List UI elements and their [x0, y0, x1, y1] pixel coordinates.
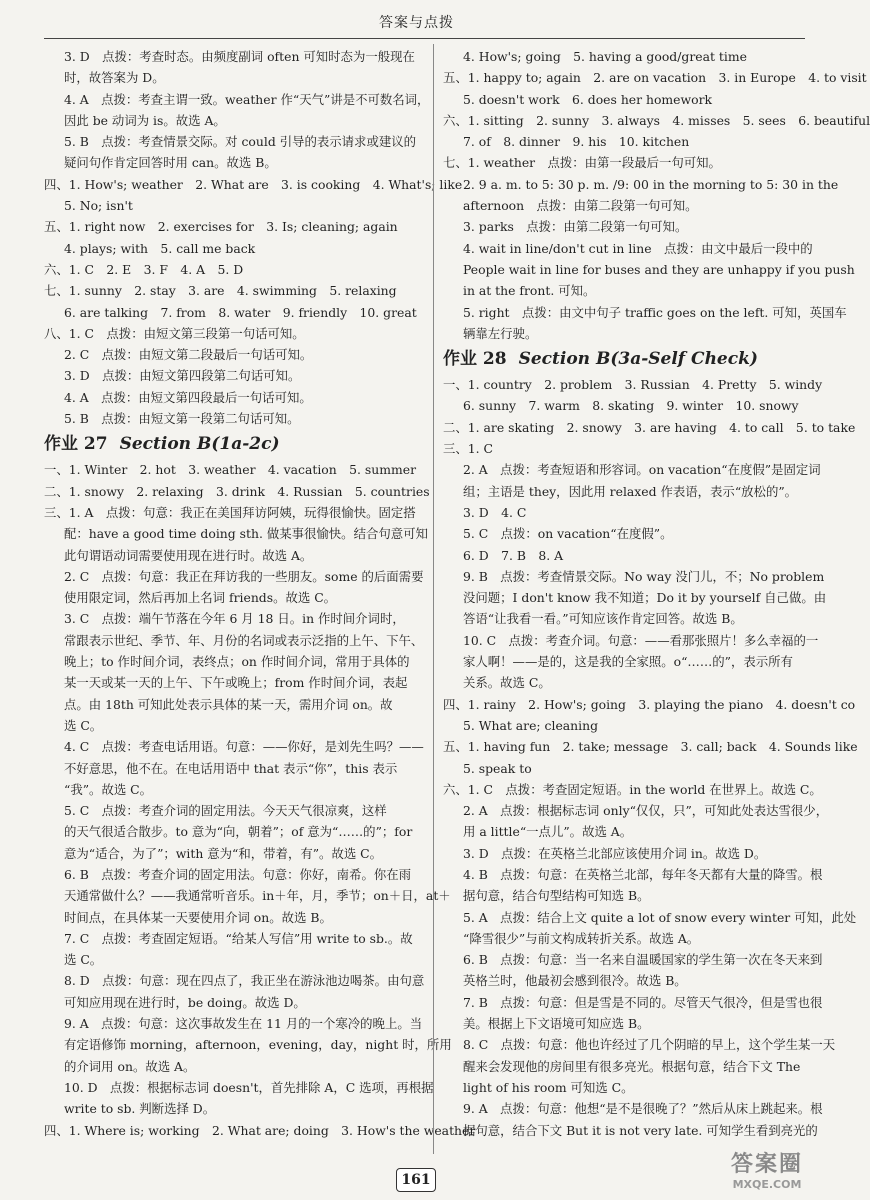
- answer-line: 4. A 点拨：考查主谓一致。weather 作“天气”讲是不可数名词，: [64, 91, 430, 107]
- section-heading-title: Section B(3a-Self Check): [518, 349, 758, 370]
- answer-line: 六、1. sitting 2. sunny 3. always 4. misses 5. sees 6. beautiful: [443, 112, 870, 128]
- answer-item: [443, 502, 831, 523]
- header-rule: [44, 38, 805, 39]
- answer-line: 五、1. right now 2. exercises for 3. Is; cleaning; again: [44, 219, 398, 235]
- answer-item: [44, 608, 426, 736]
- answer-line: 醒来会发现他的房间里有很多亮光。根据句意，结合下文 The: [463, 1058, 801, 1074]
- answer-line: 此句谓语动词需要使用现在进行时。故选 A。: [64, 547, 313, 563]
- answer-line: 2. C 点拨：句意：我正在拜访我的一些朋友。some 的后面需要: [64, 568, 424, 584]
- answer-line: in at the front. 可知。: [463, 283, 596, 299]
- answer-line: 二、1. snowy 2. relaxing 3. drink 4. Russian 5. countries: [44, 483, 430, 499]
- watermark-logo: [707, 1152, 827, 1196]
- answer-line: afternoon 点拨：由第二段第一句可知。: [463, 198, 698, 214]
- answer-line: 5. B 点拨：由短文第一段第二句话可知。: [64, 411, 300, 427]
- answer-line: 美。根据上下文语境可知应选 B。: [463, 1016, 650, 1032]
- answer-section: [44, 216, 426, 259]
- answer-line: 6. B 点拨：考查介词的固定用法。句意：你好，南希。你在雨: [64, 866, 412, 882]
- watermark-line1: 答案圈: [730, 1152, 803, 1177]
- answer-item: [44, 736, 426, 800]
- answer-line: 配：have a good time doing sth. 做某事很愉快。结合句意可知: [64, 526, 428, 542]
- answer-item: [443, 459, 831, 502]
- answer-item: [44, 344, 426, 365]
- answer-line: 可知应用现在进行时，be doing。故选 D。: [64, 994, 306, 1010]
- section-heading-title: Section B(1a-2c): [119, 434, 280, 455]
- answer-section: [443, 110, 870, 153]
- answer-item: [443, 907, 857, 950]
- answer-line: 6. are talking 7. from 8. water 9. friendly 10. great: [64, 304, 417, 320]
- answer-item: [44, 1077, 434, 1120]
- answer-line: 2. A 点拨：根据标志词 only“仅仅，只”，可知此处表达雪很少，: [463, 803, 829, 819]
- answer-line: “我”。故选 C。: [64, 781, 153, 797]
- answer-line: 4. wait in line/don't cut in line 点拨：由文中最后一段中的: [463, 240, 813, 256]
- answer-line: 七、1. sunny 2. stay 3. are 4. swimming 5. relaxing: [44, 283, 397, 299]
- answer-line: People wait in line for buses and they are unhappy if you push: [463, 261, 855, 277]
- answer-item: [44, 864, 451, 928]
- answer-line: 的介词用 on。故选 A。: [64, 1058, 196, 1074]
- answer-line: 3. parks 点拨：由第二段第一句可知。: [463, 219, 688, 235]
- answer-line: 选 C。: [64, 952, 103, 968]
- answer-line: 4. B 点拨：句意：在英格兰北部，每年冬天都有大量的降雪。根: [463, 866, 823, 882]
- answer-line: 常跟表示世纪、季节、年、月份的名词或表示泛指的上午、下午、: [64, 632, 424, 648]
- answer-section: [443, 67, 867, 110]
- answer-section: [44, 323, 426, 344]
- answer-line: 选 C。: [64, 717, 103, 733]
- answer-item: [443, 843, 831, 864]
- column-divider: [433, 44, 434, 1154]
- answer-line: “降雪很少”与前文构成转折关系。故选 A。: [463, 930, 700, 946]
- answer-section: [44, 502, 426, 566]
- section-heading: [443, 345, 831, 373]
- answer-line: 5. A 点拨：结合上文 quite a lot of snow every winter 可知，此处: [463, 909, 857, 925]
- answer-line: light of his room 可知选 C。: [463, 1079, 634, 1095]
- answer-line: 四、1. Where is; working 2. What are; doing 3. How's the weather: [44, 1122, 476, 1138]
- answer-line: 四、1. How's; weather 2. What are 3. is cooking 4. What's; like: [44, 176, 463, 192]
- answer-item: [44, 1013, 452, 1077]
- answer-item: [44, 566, 426, 609]
- answer-line: 2. C 点拨：由短文第二段最后一句话可知。: [64, 347, 313, 363]
- answer-line: 不好意思，他不在。在电话用语中 that 表示“你”，this 表示: [64, 760, 398, 776]
- answer-line: 点。由 18th 可知此处表示具体的某一天，需用介词 on。故: [64, 696, 393, 712]
- answer-line: 答语“让我看一看。”可知应该作肯定回答。故选 B。: [463, 611, 743, 627]
- answer-line: 六、1. C 2. E 3. F 4. A 5. D: [44, 261, 244, 277]
- answer-line: 10. C 点拨：考查介词。句意：——看那张照片！多么幸福的一: [463, 632, 819, 648]
- answer-line: 英格兰时，他最初会感到很冷。故选 B。: [463, 973, 687, 989]
- section-heading-number: 作业 28: [443, 349, 507, 370]
- answer-line: 5. right 点拨：由文中句子 traffic goes on the left. 可知，英国车: [463, 304, 847, 320]
- answer-line: 4. plays; with 5. call me back: [64, 240, 256, 256]
- answer-section: [443, 438, 831, 459]
- answer-line: 8. D 点拨：句意：现在四点了，我正坐在游泳池边喝茶。由句意: [64, 973, 425, 989]
- answer-section: [443, 779, 831, 800]
- answer-line: 五、1. having fun 2. take; message 3. call; back 4. Sounds like: [443, 739, 858, 755]
- answer-line: 5. What are; cleaning: [463, 717, 599, 733]
- answer-line: 没问题；I don't know 我不知道；Do it by yourself 自己做。由: [463, 590, 827, 606]
- answer-line: 意为“适合，为了”；with 意为“和，带着，有”。故选 C。: [64, 845, 383, 861]
- answer-item: [44, 46, 426, 89]
- answer-line: 9. B 点拨：考查情景交际。No way 没门儿，不；No problem: [463, 568, 825, 584]
- answer-line: 5. C 点拨：on vacation“在度假”。: [463, 526, 673, 542]
- answer-section: [443, 417, 856, 438]
- answer-line: 时，故答案为 D。: [64, 70, 165, 86]
- answer-section: [443, 152, 831, 173]
- answer-line: 三、1. C: [443, 441, 494, 457]
- answer-item: [443, 949, 831, 992]
- answer-line: 4. C 点拨：考查电话用语。句意：——你好，是刘先生吗？——: [64, 739, 424, 755]
- answer-line: 据句意，结合句型结构可知选 B。: [463, 888, 650, 904]
- answer-line: 据句意，结合下文 But it is not very late. 可知学生看到亮光的: [463, 1122, 818, 1138]
- answer-line: 10. D 点拨：根据标志词 doesn't，首先排除 A，C 选项，再根据: [64, 1079, 434, 1095]
- answer-line: 五、1. happy to; again 2. are on vacation 3. in Europe 4. to visit: [443, 70, 867, 86]
- answer-line: 六、1. C 点拨：考查固定短语。in the world 在世界上。故选 C。: [443, 781, 822, 797]
- answer-section: [443, 374, 831, 417]
- answer-item: [44, 800, 426, 864]
- answer-line: 5. B 点拨：考查情景交际。对 could 引导的表示请求或建议的: [64, 134, 417, 150]
- answer-item: [44, 131, 426, 174]
- answer-line: 辆靠左行驶。: [463, 325, 538, 341]
- answer-section: [44, 481, 430, 502]
- answer-line: 天通常做什么？——我通常听音乐。in＋年，月，季节；on＋日，at＋: [64, 888, 451, 904]
- answer-section: [44, 259, 426, 280]
- answer-item: [443, 1034, 836, 1098]
- answer-line: 关系。故选 C。: [463, 675, 551, 691]
- answer-line: 3. D 点拨：由短文第四段第二句话可知。: [64, 368, 301, 384]
- answer-item: [443, 545, 831, 566]
- answer-line: 某一天或某一天的上午、下午或晚上；from 作时间介词，表起: [64, 675, 408, 691]
- page-header: [0, 0, 833, 40]
- answer-item: [443, 992, 831, 1035]
- answer-line: 2. 9 a. m. to 5: 30 p. m. /9: 00 in the morning to 5: 30 in the: [463, 176, 839, 192]
- watermark-line2: MXQE.COM: [732, 1178, 802, 1191]
- answer-line: 5. doesn't work 6. does her homework: [463, 91, 713, 107]
- answer-item: [443, 302, 847, 345]
- answer-line: 8. C 点拨：句意：他也许经过了几个阴暗的早上，这个学生某一天: [463, 1037, 836, 1053]
- answer-line: 6. D 7. B 8. A: [463, 547, 564, 563]
- answer-line: 四、1. rainy 2. How's; going 3. playing the piano 4. doesn't co: [443, 696, 856, 712]
- answer-line: 3. C 点拨：端午节落在今年 6 月 18 日。in 作时间介词时，: [64, 611, 405, 627]
- answer-line: 的天气很适合散步。to 意为“向，朝着”；of 意为“……的”；for: [64, 824, 413, 840]
- answer-line: 5. C 点拨：考查介词的固定用法。今天天气很凉爽，这样: [64, 803, 387, 819]
- answer-line: 家人啊！——是的，这是我的全家照。o“……的”，表示所有: [463, 654, 793, 670]
- answer-line: 七、1. weather 点拨：由第一段最后一句可知。: [443, 155, 721, 171]
- answer-line: 4. A 点拨：由短文第四段最后一句话可知。: [64, 389, 312, 405]
- answer-item: [443, 566, 831, 630]
- answer-line: 二、1. are skating 2. snowy 3. are having 4. to call 5. to take: [443, 419, 856, 435]
- answer-item: [443, 46, 831, 67]
- section-heading-number: 作业 27: [44, 434, 108, 455]
- answer-item: [443, 864, 831, 907]
- answer-line: 3. D 点拨：在英格兰北部应该使用介词 in。故选 D。: [463, 845, 767, 861]
- answer-section: [44, 459, 426, 480]
- right-column: [443, 46, 870, 1141]
- answer-item: [443, 800, 831, 843]
- answer-item: [443, 216, 831, 237]
- answer-line: 7. B 点拨：句意：但是雪是不同的。尽管天气很冷，但是雪也很: [463, 994, 823, 1010]
- answer-item: [443, 174, 839, 217]
- answer-item: [44, 970, 426, 1013]
- answer-line: 6. B 点拨：句意：当一名来自温暖国家的学生第一次在冬天来到: [463, 952, 823, 968]
- answer-line: 3. D 4. C: [463, 504, 527, 520]
- answer-item: [44, 408, 426, 429]
- answer-section: [44, 1120, 476, 1141]
- answer-item: [44, 387, 426, 408]
- answer-line: 一、1. country 2. problem 3. Russian 4. Pretty 5. windy: [443, 377, 823, 393]
- page-number: 161: [396, 1168, 436, 1192]
- answer-line: 晚上；to 作时间介词，表终点；on 作时间介词，常用于具体的: [64, 654, 410, 670]
- answer-line: 一、1. Winter 2. hot 3. weather 4. vacation 5. summer: [44, 462, 416, 478]
- answer-item: [443, 238, 855, 302]
- answer-line: 4. How's; going 5. having a good/great time: [463, 49, 747, 64]
- answer-line: 组；主语是 they，因此用 relaxed 作表语，表示“放松的”。: [463, 483, 798, 499]
- answer-line: 7. of 8. dinner 9. his 10. kitchen: [463, 134, 690, 150]
- answer-line: 5. No; isn't: [64, 198, 133, 214]
- answer-line: 有定语修饰 morning，afternoon，evening，day，night 时，所用: [64, 1037, 452, 1053]
- header-title: 答案与点拨: [379, 15, 454, 31]
- answer-line: 6. sunny 7. warm 8. skating 9. winter 10. snowy: [463, 398, 799, 414]
- answer-line: write to sb. 判断选择 D。: [64, 1101, 216, 1117]
- answer-line: 9. A 点拨：句意：他想“是不是很晚了？”然后从床上跳起来。根: [463, 1101, 823, 1117]
- answer-line: 疑问句作肯定回答时用 can。故选 B。: [64, 155, 277, 171]
- answer-section: [44, 174, 463, 217]
- answer-item: [44, 365, 426, 386]
- answer-line: 用 a little“一点儿”。故选 A。: [463, 824, 633, 840]
- answer-item: [44, 928, 426, 971]
- answer-line: 八、1. C 点拨：由短文第三段第一句话可知。: [44, 325, 305, 341]
- answer-item: [443, 523, 831, 544]
- answer-line: 三、1. A 点拨：句意：我正在美国拜访阿姨，玩得很愉快。固定搭: [44, 504, 416, 520]
- answer-item: [44, 89, 430, 132]
- answer-line: 使用限定词，然后再加上名词 friends。故选 C。: [64, 590, 337, 606]
- answer-section: [443, 736, 858, 779]
- answer-line: 因此 be 动词为 is。故选 A。: [64, 112, 226, 128]
- section-heading: [44, 430, 426, 458]
- answer-item: [443, 630, 831, 694]
- answer-line: 5. speak to: [463, 760, 532, 776]
- answer-item: [443, 1098, 831, 1141]
- answer-line: 7. C 点拨：考查固定短语。“给某人写信”用 write to sb.。故: [64, 930, 413, 946]
- answer-section: [44, 280, 426, 323]
- answer-section: [443, 694, 856, 737]
- answer-line: 3. D 点拨：考查时态。由频度副词 often 可知时态为一般现在: [64, 49, 415, 64]
- answer-line: 2. A 点拨：考查短语和形容词。on vacation“在度假”是固定词: [463, 462, 821, 478]
- answer-line: 9. A 点拨：句意：这次事故发生在 11 月的一个寒冷的晚上。当: [64, 1016, 423, 1032]
- answer-line: 时间点，在具体某一天要使用介词 on。故选 B。: [64, 909, 332, 925]
